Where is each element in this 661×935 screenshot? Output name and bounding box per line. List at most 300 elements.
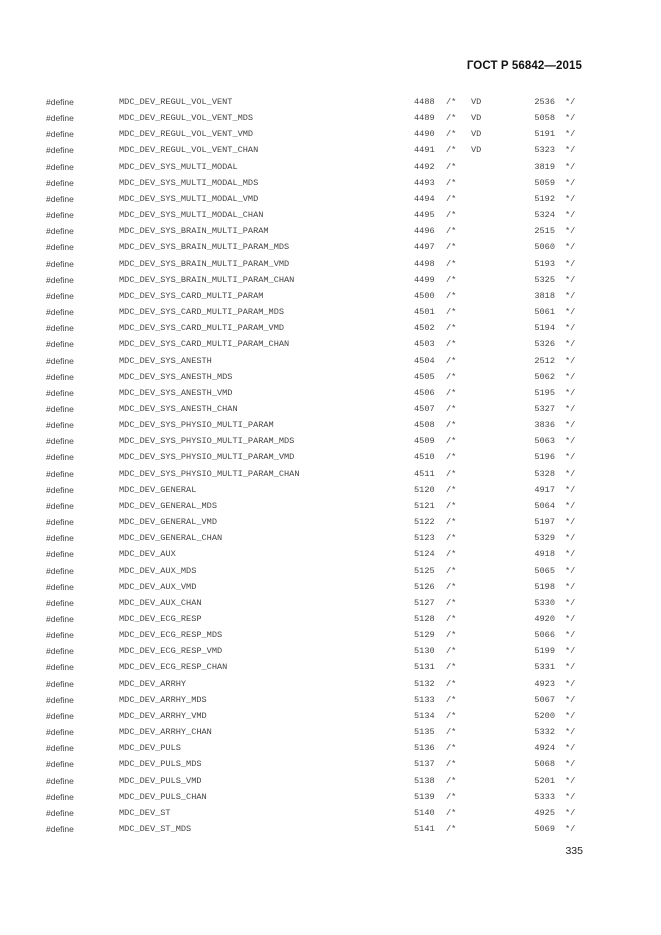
define-keyword: #define [46,694,74,705]
comment-open: /* [446,161,457,172]
constant-name: MDC_DEV_SYS_PHYSIO_MULTI_PARAM_MDS [119,436,295,447]
comment-open: /* [446,824,457,835]
comment-close: */ [565,630,576,641]
comment-open: /* [446,258,457,269]
comment-close: */ [565,824,576,835]
comment-reference: 2512 [534,355,555,366]
define-row [0,498,661,514]
comment-close: */ [565,161,576,172]
comment-open: /* [446,549,457,560]
comment-reference: 2515 [534,226,555,237]
comment-open: /* [446,759,457,770]
constant-name: MDC_DEV_SYS_ANESTH_CHAN [119,403,238,414]
comment-close: */ [565,614,576,624]
comment-open: /* [446,193,457,204]
constant-code: 5128 [414,614,435,624]
constant-name: MDC_DEV_ECG_RESP_CHAN [119,662,228,673]
comment-open: /* [446,97,457,107]
define-keyword: #define [46,597,74,608]
comment-open: /* [446,371,457,382]
comment-close: */ [565,129,576,140]
define-row [0,110,661,126]
comment-close: */ [565,307,576,318]
comment-open: /* [446,468,457,479]
constant-name: MDC_DEV_SYS_PHYSIO_MULTI_PARAM_CHAN [119,468,300,479]
comment-open: /* [446,565,457,576]
comment-close: */ [565,355,576,366]
define-keyword: #define [46,710,74,721]
constant-name: MDC_DEV_ARRHY_VMD [119,710,207,721]
constant-code: 5131 [414,662,435,673]
comment-close: */ [565,565,576,576]
comment-close: */ [565,662,576,673]
define-keyword: #define [46,807,74,818]
comment-close: */ [565,743,576,754]
define-row [0,530,661,546]
comment-close: */ [565,387,576,398]
constant-code: 5124 [414,549,435,560]
comment-close: */ [565,323,576,334]
define-row [0,142,661,158]
define-row [0,336,661,352]
define-keyword: #define [46,97,74,107]
comment-reference: 5063 [534,436,555,447]
comment-reference: 5326 [534,339,555,350]
comment-reference: 5323 [534,145,555,156]
comment-close: */ [565,371,576,382]
constant-code: 4499 [414,274,435,285]
constant-code: 4491 [414,145,435,156]
comment-reference: 5200 [534,710,555,721]
constant-code: 5121 [414,500,435,511]
define-keyword: #define [46,824,74,835]
define-row [0,94,661,110]
constant-code: 5129 [414,630,435,641]
comment-reference: 5327 [534,403,555,414]
comment-reference: 5194 [534,323,555,334]
constant-name: MDC_DEV_SYS_PHYSIO_MULTI_PARAM [119,420,274,431]
constant-name: MDC_DEV_SYS_BRAIN_MULTI_PARAM [119,226,269,237]
page-number: 335 [565,845,583,857]
comment-close: */ [565,517,576,528]
constant-name: MDC_DEV_ARRHY_CHAN [119,727,212,738]
constant-name: MDC_DEV_SYS_BRAIN_MULTI_PARAM_MDS [119,242,290,253]
define-row [0,272,661,288]
constant-code: 4489 [414,113,435,124]
constant-name: MDC_DEV_SYS_MULTI_MODAL_MDS [119,177,259,188]
constant-code: 4500 [414,290,435,301]
constant-code: 5133 [414,694,435,705]
comment-open: /* [446,420,457,431]
constant-code: 4493 [414,177,435,188]
comment-open: /* [446,710,457,721]
define-row [0,676,661,692]
constant-code: 4510 [414,452,435,463]
comment-reference: 5325 [534,274,555,285]
constant-code: 5137 [414,759,435,770]
constant-code: 4488 [414,97,435,107]
comment-open: /* [446,791,457,802]
comment-reference: 5065 [534,565,555,576]
define-row [0,627,661,643]
constant-code: 4494 [414,193,435,204]
constant-name: MDC_DEV_AUX_VMD [119,581,197,592]
define-keyword: #define [46,177,74,188]
comment-close: */ [565,500,576,511]
define-keyword: #define [46,678,74,689]
constant-name: MDC_DEV_GENERAL_MDS [119,500,217,511]
comment-open: /* [446,662,457,673]
define-row [0,288,661,304]
comment-close: */ [565,436,576,447]
constant-name: MDC_DEV_AUX_CHAN [119,597,202,608]
define-keyword: #define [46,193,74,204]
comment-reference: 5064 [534,500,555,511]
comment-reference: 5062 [534,371,555,382]
comment-close: */ [565,791,576,802]
constant-name: MDC_DEV_REGUL_VOL_VENT [119,97,233,107]
constant-code: 4504 [414,355,435,366]
document-header: ГОСТ Р 56842—2015 [466,60,582,72]
constant-name: MDC_DEV_SYS_MULTI_MODAL [119,161,238,172]
comment-close: */ [565,290,576,301]
define-row [0,433,661,449]
define-row [0,643,661,659]
define-keyword: #define [46,549,74,560]
define-keyword: #define [46,727,74,738]
define-row [0,789,661,805]
comment-open: /* [446,177,457,188]
constant-code: 5136 [414,743,435,754]
define-row [0,611,661,627]
define-row [0,773,661,789]
comment-reference: 4923 [534,678,555,689]
comment-reference: 4917 [534,484,555,495]
define-keyword: #define [46,371,74,382]
constant-code: 4502 [414,323,435,334]
define-keyword: #define [46,662,74,673]
constant-name: MDC_DEV_REGUL_VOL_VENT_VMD [119,129,254,140]
constant-name: MDC_DEV_ARRHY_MDS [119,694,207,705]
define-keyword: #define [46,274,74,285]
comment-close: */ [565,339,576,350]
define-row [0,256,661,272]
define-keyword: #define [46,145,74,156]
define-row [0,482,661,498]
comment-close: */ [565,710,576,721]
comment-open: /* [446,581,457,592]
comment-open: /* [446,775,457,786]
constant-code: 4509 [414,436,435,447]
constant-name: MDC_DEV_SYS_CARD_MULTI_PARAM_CHAN [119,339,290,350]
define-row [0,821,661,837]
constant-name: MDC_DEV_REGUL_VOL_VENT_CHAN [119,145,259,156]
constant-code: 4501 [414,307,435,318]
constant-name: MDC_DEV_REGUL_VOL_VENT_MDS [119,113,254,124]
constant-name: MDC_DEV_SYS_ANESTH [119,355,212,366]
comment-open: /* [446,646,457,657]
comment-reference: 5061 [534,307,555,318]
define-row [0,466,661,482]
define-keyword: #define [46,339,74,350]
constant-name: MDC_DEV_SYS_CARD_MULTI_PARAM_MDS [119,307,285,318]
constant-code: 5141 [414,824,435,835]
constant-code: 4505 [414,371,435,382]
constant-name: MDC_DEV_ARRHY [119,678,187,689]
comment-reference: 3836 [534,420,555,431]
comment-open: /* [446,694,457,705]
define-keyword: #define [46,129,74,140]
define-keyword: #define [46,323,74,334]
comment-close: */ [565,420,576,431]
define-keyword: #define [46,533,74,544]
comment-reference: 5324 [534,210,555,221]
define-row [0,353,661,369]
constant-code: 5125 [414,565,435,576]
comment-open: /* [446,323,457,334]
constant-name: MDC_DEV_SYS_CARD_MULTI_PARAM [119,290,264,301]
constant-name: MDC_DEV_SYS_PHYSIO_MULTI_PARAM_VMD [119,452,295,463]
define-row [0,563,661,579]
constant-name: MDC_DEV_AUX [119,549,176,560]
comment-open: /* [446,484,457,495]
comment-reference: 5199 [534,646,555,657]
comment-reference: 5192 [534,193,555,204]
comment-close: */ [565,193,576,204]
comment-close: */ [565,484,576,495]
define-keyword: #define [46,210,74,221]
constant-code: 4497 [414,242,435,253]
constant-name: MDC_DEV_SYS_CARD_MULTI_PARAM_VMD [119,323,285,334]
define-keyword: #define [46,500,74,511]
define-row [0,740,661,756]
comment-close: */ [565,113,576,124]
constant-code: 5132 [414,678,435,689]
define-row [0,369,661,385]
constant-code: 5122 [414,517,435,528]
define-row [0,579,661,595]
comment-reference: 3818 [534,290,555,301]
constant-code: 5140 [414,807,435,818]
comment-reference: 5195 [534,387,555,398]
constant-code: 5123 [414,533,435,544]
define-keyword: #define [46,161,74,172]
comment-open: /* [446,500,457,511]
comment-reference: 5329 [534,533,555,544]
define-keyword: #define [46,517,74,528]
define-keyword: #define [46,581,74,592]
comment-open: /* [446,210,457,221]
define-row [0,159,661,175]
constant-code: 5139 [414,791,435,802]
constant-name: MDC_DEV_PULS_CHAN [119,791,207,802]
define-keyword: #define [46,226,74,237]
define-keyword: #define [46,307,74,318]
define-keyword: #define [46,791,74,802]
define-row [0,692,661,708]
constant-name: MDC_DEV_GENERAL [119,484,197,495]
comment-close: */ [565,597,576,608]
comment-tag: VD [471,97,482,107]
comment-open: /* [446,727,457,738]
constant-name: MDC_DEV_ST [119,807,171,818]
comment-reference: 5066 [534,630,555,641]
comment-reference: 5201 [534,775,555,786]
define-keyword: #define [46,468,74,479]
define-row [0,320,661,336]
comment-reference: 5067 [534,694,555,705]
comment-tag: VD [471,145,482,156]
constant-name: MDC_DEV_SYS_MULTI_MODAL_VMD [119,193,259,204]
comment-close: */ [565,581,576,592]
comment-reference: 5328 [534,468,555,479]
comment-open: /* [446,403,457,414]
define-row [0,239,661,255]
comment-reference: 5197 [534,517,555,528]
comment-close: */ [565,533,576,544]
define-keyword: #define [46,743,74,754]
comment-open: /* [446,113,457,124]
define-row [0,126,661,142]
define-keyword: #define [46,242,74,253]
comment-close: */ [565,145,576,156]
define-keyword: #define [46,646,74,657]
define-keyword: #define [46,436,74,447]
comment-reference: 2536 [534,97,555,107]
constant-code: 4498 [414,258,435,269]
constant-name: MDC_DEV_ECG_RESP_MDS [119,630,223,641]
comment-reference: 5332 [534,727,555,738]
comment-open: /* [446,630,457,641]
comment-reference: 5068 [534,759,555,770]
constant-code: 4506 [414,387,435,398]
comment-open: /* [446,242,457,253]
constant-code: 4496 [414,226,435,237]
comment-close: */ [565,759,576,770]
constant-name: MDC_DEV_SYS_BRAIN_MULTI_PARAM_VMD [119,258,290,269]
define-row [0,724,661,740]
comment-close: */ [565,274,576,285]
comment-close: */ [565,807,576,818]
comment-open: /* [446,307,457,318]
constant-name: MDC_DEV_AUX_MDS [119,565,197,576]
comment-open: /* [446,226,457,237]
comment-open: /* [446,807,457,818]
comment-tag: VD [471,129,482,140]
comment-close: */ [565,646,576,657]
constant-code: 5135 [414,727,435,738]
comment-reference: 5060 [534,242,555,253]
constant-code: 5120 [414,484,435,495]
comment-tag: VD [471,113,482,124]
comment-close: */ [565,258,576,269]
comment-open: /* [446,436,457,447]
comment-reference: 5333 [534,791,555,802]
comment-reference: 5331 [534,662,555,673]
comment-close: */ [565,452,576,463]
comment-reference: 3819 [534,161,555,172]
define-row [0,223,661,239]
constant-code: 4511 [414,468,435,479]
constant-name: MDC_DEV_SYS_BRAIN_MULTI_PARAM_CHAN [119,274,295,285]
comment-close: */ [565,775,576,786]
constant-name: MDC_DEV_SYS_ANESTH_VMD [119,387,233,398]
define-row [0,659,661,675]
define-row [0,708,661,724]
comment-open: /* [446,452,457,463]
constant-code: 4492 [414,161,435,172]
comment-close: */ [565,210,576,221]
comment-reference: 5058 [534,113,555,124]
comment-open: /* [446,129,457,140]
constant-name: MDC_DEV_GENERAL_CHAN [119,533,223,544]
comment-open: /* [446,355,457,366]
constant-code: 4507 [414,403,435,414]
constant-name: MDC_DEV_ECG_RESP [119,614,202,624]
constant-code: 5126 [414,581,435,592]
constant-name: MDC_DEV_ECG_RESP_VMD [119,646,223,657]
comment-reference: 5193 [534,258,555,269]
comment-reference: 4924 [534,743,555,754]
define-row [0,546,661,562]
comment-open: /* [446,533,457,544]
comment-close: */ [565,468,576,479]
comment-close: */ [565,177,576,188]
define-keyword: #define [46,630,74,641]
constant-name: MDC_DEV_PULS [119,743,181,754]
define-keyword: #define [46,403,74,414]
define-list [0,94,661,837]
comment-open: /* [446,339,457,350]
comment-close: */ [565,97,576,107]
comment-open: /* [446,290,457,301]
define-row [0,401,661,417]
define-keyword: #define [46,565,74,576]
define-keyword: #define [46,387,74,398]
constant-name: MDC_DEV_SYS_ANESTH_MDS [119,371,233,382]
define-keyword: #define [46,775,74,786]
define-row [0,304,661,320]
constant-code: 4490 [414,129,435,140]
comment-open: /* [446,678,457,689]
comment-close: */ [565,242,576,253]
constant-code: 5138 [414,775,435,786]
constant-code: 4495 [414,210,435,221]
define-row [0,805,661,821]
comment-close: */ [565,403,576,414]
comment-reference: 4925 [534,807,555,818]
constant-code: 4508 [414,420,435,431]
comment-open: /* [446,597,457,608]
comment-reference: 5069 [534,824,555,835]
define-row [0,417,661,433]
constant-code: 4503 [414,339,435,350]
constant-code: 5127 [414,597,435,608]
define-row [0,595,661,611]
define-row [0,514,661,530]
constant-name: MDC_DEV_PULS_VMD [119,775,202,786]
define-keyword: #define [46,759,74,770]
constant-code: 5130 [414,646,435,657]
constant-name: MDC_DEV_ST_MDS [119,824,192,835]
define-keyword: #define [46,290,74,301]
comment-close: */ [565,694,576,705]
comment-reference: 5191 [534,129,555,140]
comment-close: */ [565,727,576,738]
define-keyword: #define [46,355,74,366]
comment-close: */ [565,226,576,237]
define-row [0,175,661,191]
